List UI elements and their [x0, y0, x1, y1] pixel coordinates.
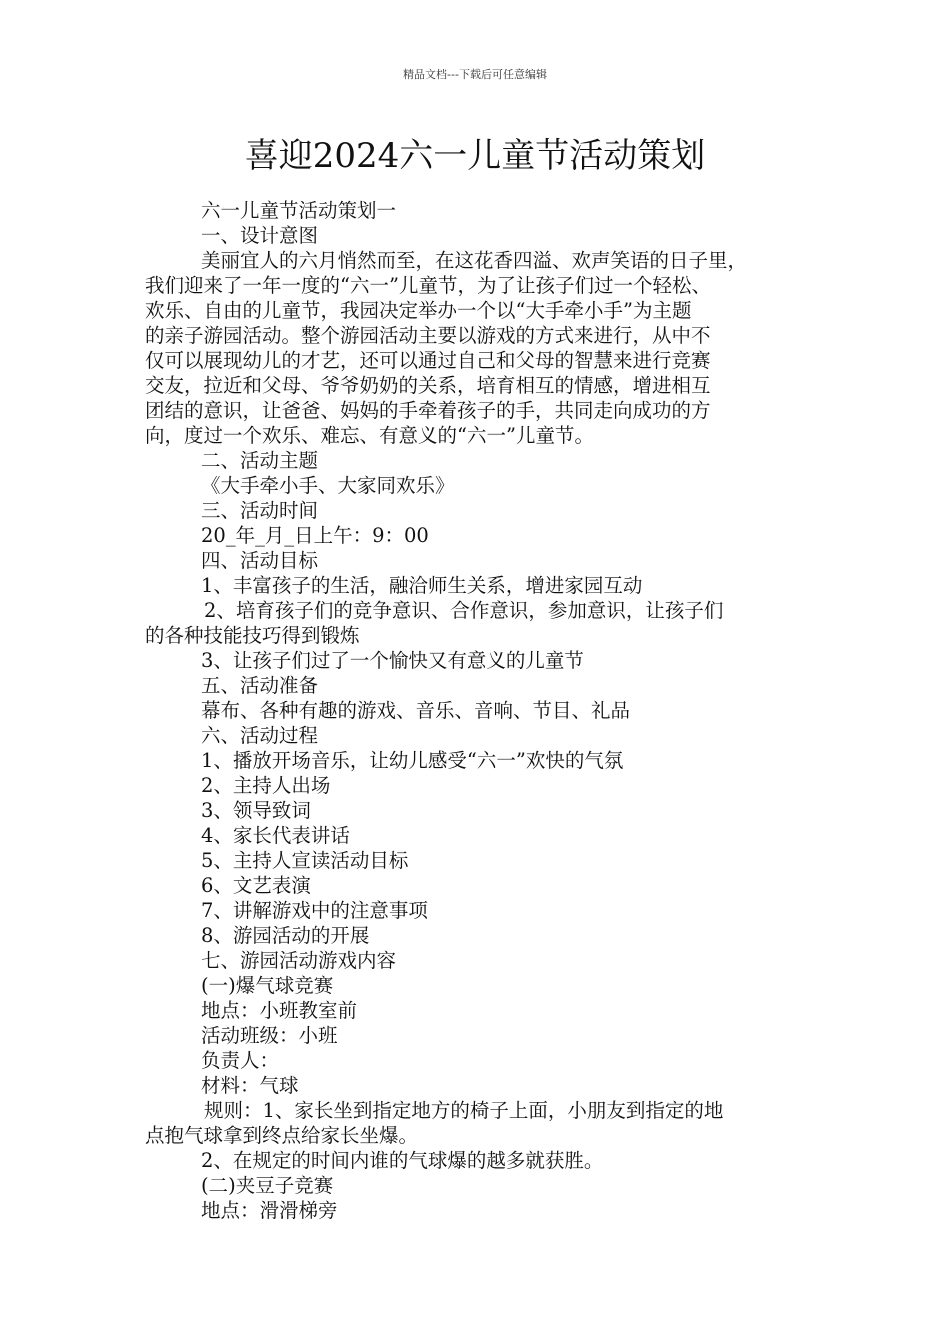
text-line: 幕布、各种有趣的游戏、音乐、音响、节目、礼品	[201, 699, 631, 722]
text-line: 1、丰富孩子的生活，融洽师生关系，增进家园互动	[201, 574, 643, 597]
text-line: 5、主持人宣读活动目标	[201, 849, 409, 872]
text-line: 一、设计意图	[201, 224, 319, 247]
text-line: 活动班级：小班	[201, 1024, 338, 1047]
text-line: 的各种技能技巧得到锻炼	[145, 624, 360, 647]
text-line: (二)夹豆子竞赛	[201, 1174, 334, 1197]
text-line: 点抱气球拿到终点给家长坐爆。	[145, 1124, 419, 1147]
text-line: 负责人：	[201, 1049, 280, 1072]
text-line: 向，度过一个欢乐、难忘、有意义的“六一”儿童节。	[145, 424, 594, 447]
text-line: 规则：1、家长坐到指定地方的椅子上面，小朋友到指定的地	[204, 1099, 724, 1122]
document-title: 喜迎2024六一儿童节活动策划	[244, 136, 706, 176]
text-line: 仅可以展现幼儿的才艺，还可以通过自己和父母的智慧来进行竞赛	[145, 349, 711, 372]
text-line: 6、文艺表演	[201, 874, 311, 897]
text-line: 团结的意识，让爸爸、妈妈的手牵着孩子的手，共同走向成功的方	[145, 399, 711, 422]
text-line: 3、领导致词	[201, 799, 311, 822]
text-line: 地点：小班教室前	[201, 999, 358, 1022]
text-line: 《大手牵小手、大家同欢乐》	[201, 474, 455, 497]
text-line: 2、培育孩子们的竞争意识、合作意识，参加意识，让孩子们	[204, 599, 724, 622]
text-line: 20_年_月_日上午：9：00	[201, 524, 429, 547]
text-line: 欢乐、自由的儿童节，我园决定举办一个以“大手牵小手”为主题	[145, 299, 692, 322]
text-line: 7、讲解游戏中的注意事项	[201, 899, 428, 922]
text-line: 五、活动准备	[201, 674, 319, 697]
text-line: 4、家长代表讲话	[201, 824, 350, 847]
text-line: 二、活动主题	[201, 449, 319, 472]
text-line: (一)爆气球竞赛	[201, 974, 334, 997]
text-line: 四、活动目标	[201, 549, 319, 572]
text-line: 8、游园活动的开展	[201, 924, 370, 947]
text-line: 3、让孩子们过了一个愉快又有意义的儿童节	[201, 649, 584, 672]
text-line: 七、游园活动游戏内容	[201, 949, 397, 972]
header-note: 精品文档---下载后可任意编辑	[403, 68, 547, 81]
text-line: 我们迎来了一年一度的“六一”儿童节，为了让孩子们过一个轻松、	[145, 274, 711, 297]
text-line: 材料：气球	[201, 1074, 299, 1097]
text-line: 美丽宜人的六月悄然而至，在这花香四溢、欢声笑语的日子里，	[201, 249, 748, 272]
text-line: 地点：滑滑梯旁	[201, 1199, 338, 1222]
text-line: 2、主持人出场	[201, 774, 331, 797]
text-line: 六、活动过程	[201, 724, 319, 747]
text-line: 六一儿童节活动策划一	[201, 199, 397, 222]
text-line: 三、活动时间	[201, 499, 319, 522]
text-line: 2、在规定的时间内谁的气球爆的越多就获胜。	[201, 1149, 604, 1172]
text-line: 的亲子游园活动。整个游园活动主要以游戏的方式来进行，从中不	[145, 324, 711, 347]
document-body	[145, 198, 810, 1223]
text-line: 1、播放开场音乐，让幼儿感受“六一”欢快的气氛	[201, 749, 624, 772]
text-line: 交友，拉近和父母、爷爷奶奶的关系，培育相互的情感，增进相互	[145, 374, 711, 397]
